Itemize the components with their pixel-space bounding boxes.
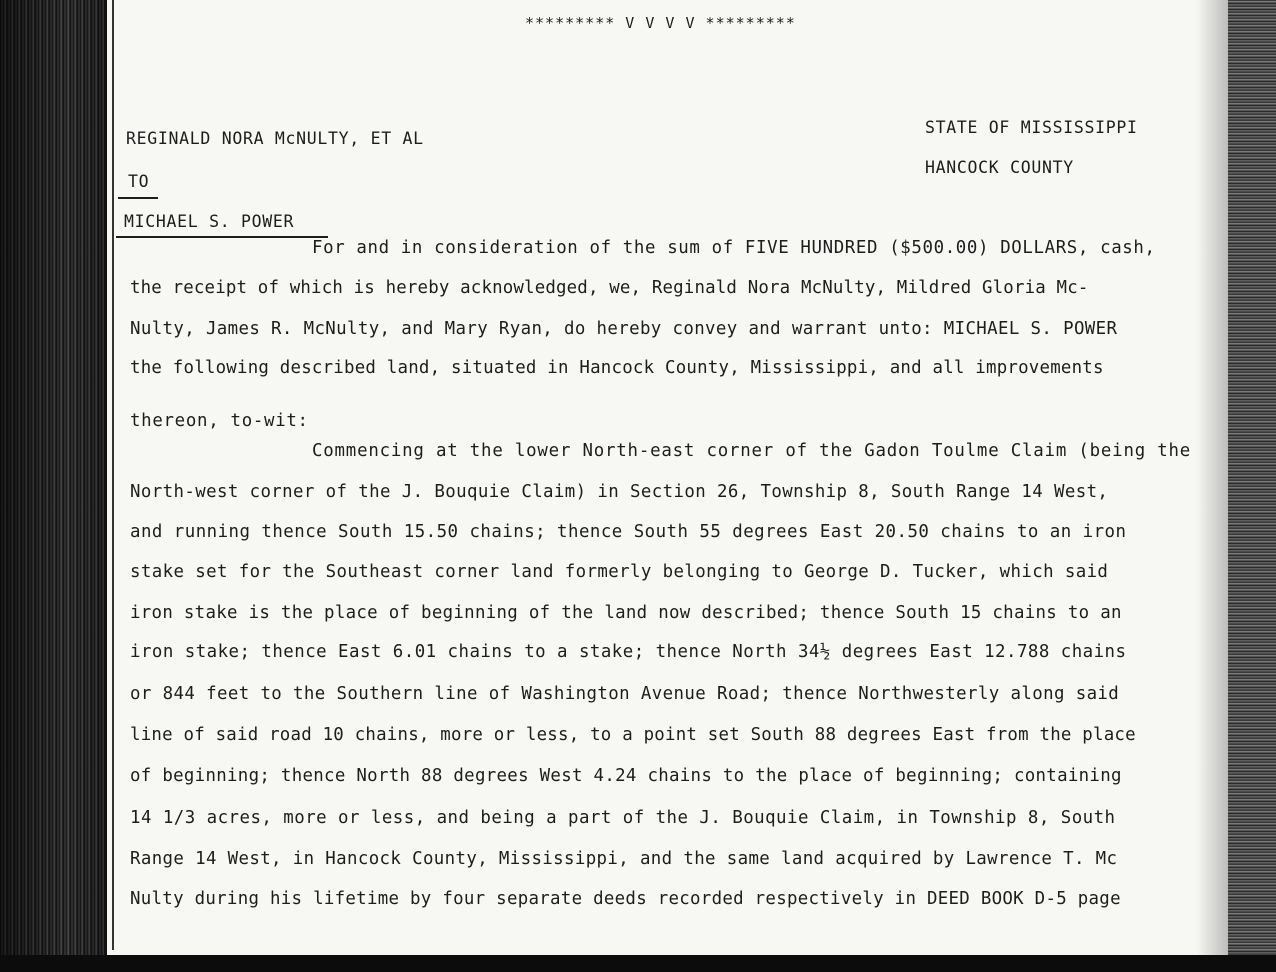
grantee-underline [116, 236, 328, 238]
state-heading: STATE OF MISSISSIPPI [925, 118, 1138, 137]
body-line-13: line of said road 10 chains, more or less, to a point set South 88 degrees East from the place [130, 725, 1136, 745]
connector-to: TO [128, 172, 150, 191]
county-heading: HANCOCK COUNTY [925, 158, 1074, 177]
body-line-15: 14 1/3 acres, more or less, and being a part of the J. Bouquie Claim, in Township 8, South [130, 808, 1116, 828]
connector-underline [118, 197, 158, 199]
margin-rule [112, 0, 114, 950]
body-line-6: Commencing at the lower North-east corner of the Gadon Toulme Claim (being the [312, 441, 1192, 461]
body-line-9: stake set for the Southeast corner land formerly belonging to George D. Tucker, which said [130, 562, 1109, 582]
body-line-10: iron stake is the place of beginning of the land now described; thence South 15 chains to an [130, 603, 1122, 623]
body-line-17: Nulty during his lifetime by four separate deeds recorded respectively in DEED BOOK D-5 page [130, 889, 1121, 909]
body-line-3: Nulty, James R. McNulty, and Mary Ryan, do hereby convey and warrant unto: MICHAEL S. POWER [130, 319, 1118, 339]
body-line-1: For and in consideration of the sum of FIVE HUNDRED ($500.00) DOLLARS, cash, [312, 238, 1156, 258]
right-page-edge [1228, 0, 1276, 972]
body-line-5: thereon, to-wit: [130, 411, 309, 431]
top-marker: ********* V V V V ********* [525, 14, 796, 32]
body-line-2: the receipt of which is hereby acknowledged, we, Reginald Nora McNulty, Mildred Gloria Mc- [130, 278, 1089, 298]
bottom-page-edge [0, 955, 1276, 972]
body-line-8: and running thence South 15.50 chains; thence South 55 degrees East 20.50 chains to an iron [130, 522, 1127, 542]
body-line-7: North-west corner of the J. Bouquie Claim) in Section 26, Township 8, South Range 14 West, [130, 482, 1109, 502]
body-line-14: of beginning; thence North 88 degrees West 4.24 chains to the place of beginning; containing [130, 766, 1122, 786]
body-line-16: Range 14 West, in Hancock County, Mississippi, and the same land acquired by Lawrence T. Mc [130, 849, 1118, 869]
grantor-name: REGINALD NORA McNULTY, ET AL [126, 129, 424, 148]
body-line-11: iron stake; thence East 6.01 chains to a stake; thence North 34½ degrees East 12.788 chains [130, 642, 1127, 662]
grantee-name: MICHAEL S. POWER [124, 212, 295, 231]
body-line-4: the following described land, situated in Hancock County, Mississippi, and all improvements [130, 358, 1104, 378]
body-line-12: or 844 feet to the Southern line of Washington Avenue Road; thence Northwesterly along said [130, 684, 1120, 704]
